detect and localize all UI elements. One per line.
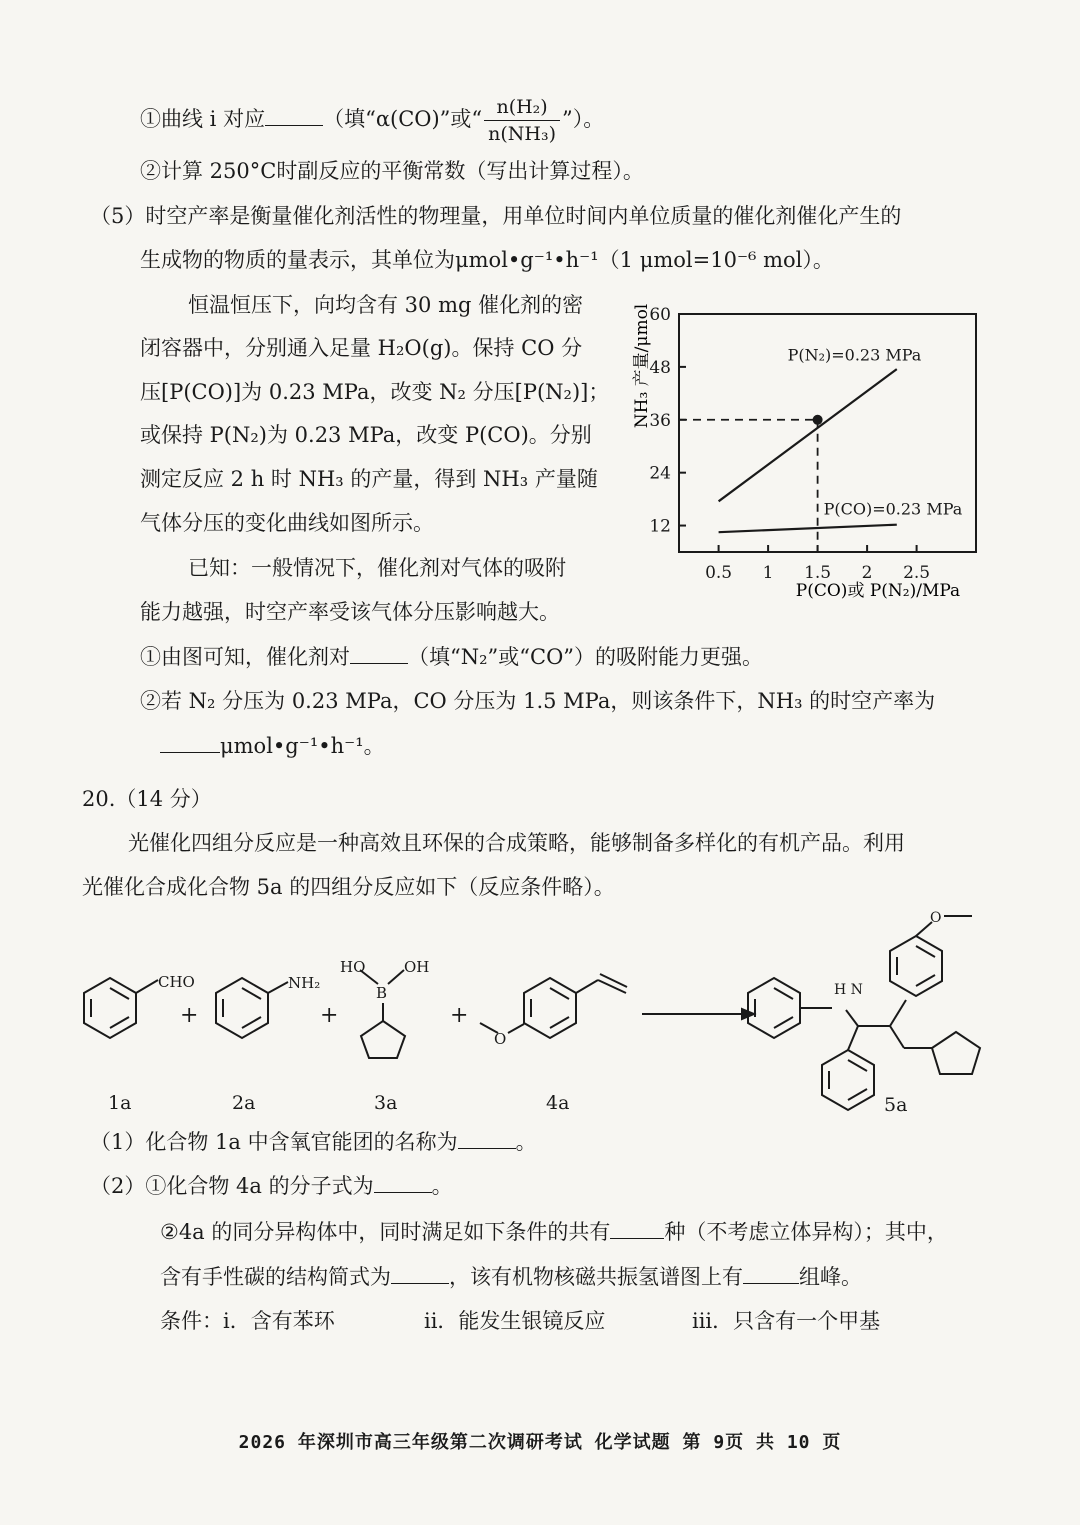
- q5-para-line: 闭容器中，分别通入足量 H₂O(g)。保持 CO 分: [140, 336, 583, 360]
- q20-condition: iii．只含有一个甲基: [692, 1309, 881, 1333]
- group-label: OH: [404, 958, 430, 976]
- answer-blank[interactable]: [350, 641, 408, 664]
- answer-blank[interactable]: [374, 1170, 432, 1193]
- x-axis-label: P(CO)或 P(N₂)/MPa: [795, 581, 961, 601]
- answer-blank[interactable]: [458, 1126, 516, 1149]
- plus-sign: +: [320, 1003, 339, 1028]
- y-axis-label: NH₃ 产量/μmol: [632, 303, 652, 429]
- q5-para-line: 压[P(CO)]为 0.23 MPa，改变 N₂ 分压[P(N₂)]；: [140, 380, 610, 404]
- x-tick-label: 2.5: [903, 563, 931, 583]
- group-label: CHO: [158, 973, 195, 991]
- q20-intro: 光催化四组分反应是一种高效且环保的合成策略，能够制备多样化的有机产品。利用: [128, 831, 905, 855]
- q20-sub2-3: 含有手性碳的结构简式为 ，该有机物核磁共振氢谱图上有 组峰。: [160, 1261, 862, 1292]
- group-label: H N: [834, 982, 863, 998]
- compound-1a-structure: [84, 973, 195, 1038]
- q4-item1: ①曲线 i 对应 （填“α(CO)”或“ $\frac{\text{n(H₂)}}{\text{n(NH₃)}}$ ”）。: [140, 96, 605, 145]
- series-label: P(N₂)=0.23 MPa: [787, 345, 922, 365]
- nh3-yield-chart: [615, 296, 995, 616]
- q20-sub2: （2）①化合物 4a 的分子式为 。: [90, 1170, 453, 1201]
- svg-text:O: O: [494, 1030, 507, 1048]
- q5-para-line: 恒温恒压下，向均含有 30 mg 催化剂的密: [188, 293, 584, 317]
- q5-para-line: 测定反应 2 h 时 NH₃ 的产量，得到 NH₃ 产量随: [140, 467, 598, 491]
- q20-condition: ii．能发生银镜反应: [424, 1309, 606, 1333]
- q5-line2: 生成物的物质的量表示，其单位为μmol•g⁻¹•h⁻¹（1 μmol=10⁻⁶ mol）。: [140, 248, 834, 272]
- q5-sub1: ①由图可知，催化剂对 （填“N₂”或“CO”）的吸附能力更强。: [140, 641, 763, 672]
- q5-known-line: 已知：一般情况下，催化剂对气体的吸附: [188, 556, 566, 580]
- q20-header: 20.（14 分）: [82, 787, 212, 811]
- compound-label-5a: 5a: [884, 1094, 908, 1116]
- plus-sign: +: [180, 1003, 199, 1028]
- y-tick-label: 24: [649, 463, 671, 484]
- x-tick-label: 1.5: [804, 563, 832, 583]
- compound-4a-structure: [480, 974, 627, 1048]
- q5-known-line: 能力越强，时空产率受该气体分压影响越大。: [140, 600, 560, 624]
- y-tick-label: 12: [649, 516, 671, 537]
- compound-5a-structure: [748, 910, 980, 1110]
- q5-line1: （5）时空产率是衡量催化剂活性的物理量，用单位时间内单位质量的催化剂催化产生的: [90, 204, 902, 228]
- answer-blank[interactable]: [610, 1216, 664, 1239]
- compound-2a-structure: [216, 974, 320, 1038]
- answer-blank[interactable]: [391, 1261, 449, 1284]
- q5-para-line: 或保持 P(N₂)为 0.23 MPa，改变 P(CO)。分别: [140, 423, 592, 447]
- ratio-fraction: $\frac{\text{n(H₂)}}{\text{n(NH₃)}}$: [484, 94, 560, 147]
- compound-label-1a: 1a: [108, 1092, 132, 1114]
- answer-blank[interactable]: [160, 730, 220, 753]
- reaction-scheme: [70, 908, 1010, 1118]
- q20-sub2-2: ②4a 的同分异构体中，同时满足如下条件的共有 种（不考虑立体异构）；其中，: [160, 1216, 948, 1247]
- marked-point: [813, 415, 823, 425]
- compound-label-4a: 4a: [546, 1092, 570, 1114]
- q20-intro: 光催化合成化合物 5a 的四组分反应如下（反应条件略）。: [82, 875, 615, 899]
- series-line: [719, 525, 897, 532]
- y-tick-label: 60: [649, 305, 671, 325]
- answer-blank[interactable]: [265, 103, 323, 126]
- compound-label-2a: 2a: [232, 1092, 256, 1114]
- svg-text:O: O: [930, 910, 942, 926]
- q5-sub2: ②若 N₂ 分压为 0.23 MPa，CO 分压为 1.5 MPa，则该条件下，NH₃ 的时空产率为: [140, 689, 936, 713]
- compound-label-3a: 3a: [374, 1092, 398, 1114]
- x-tick-label: 2: [861, 563, 873, 583]
- q5-sub2-answer: μmol•g⁻¹•h⁻¹。: [160, 730, 385, 761]
- q20-sub1: （1）化合物 1a 中含氧官能团的名称为 。: [90, 1126, 537, 1157]
- q20-conditions: 条件：i．含有苯环: [160, 1309, 335, 1333]
- group-label: B: [376, 984, 388, 1002]
- x-tick-label: 0.5: [705, 563, 733, 583]
- y-tick-label: 48: [649, 357, 671, 378]
- answer-blank[interactable]: [743, 1261, 799, 1284]
- q4-item2: ②计算 250°C时副反应的平衡常数（写出计算过程）。: [140, 159, 644, 183]
- y-tick-label: 36: [649, 410, 671, 431]
- q5-para-line: 气体分压的变化曲线如图所示。: [140, 511, 434, 535]
- compound-3a-structure: [340, 958, 429, 1058]
- group-label: NH₂: [288, 974, 321, 992]
- x-tick-label: 1: [762, 563, 774, 583]
- plus-sign: +: [450, 1003, 469, 1028]
- series-label: P(CO)=0.23 MPa: [823, 499, 963, 519]
- page-footer: 2026 年深圳市高三年级第二次调研考试 化学试题 第 9页 共 10 页: [238, 1432, 842, 1453]
- group-label: HO: [340, 958, 366, 976]
- series-line: [719, 369, 897, 501]
